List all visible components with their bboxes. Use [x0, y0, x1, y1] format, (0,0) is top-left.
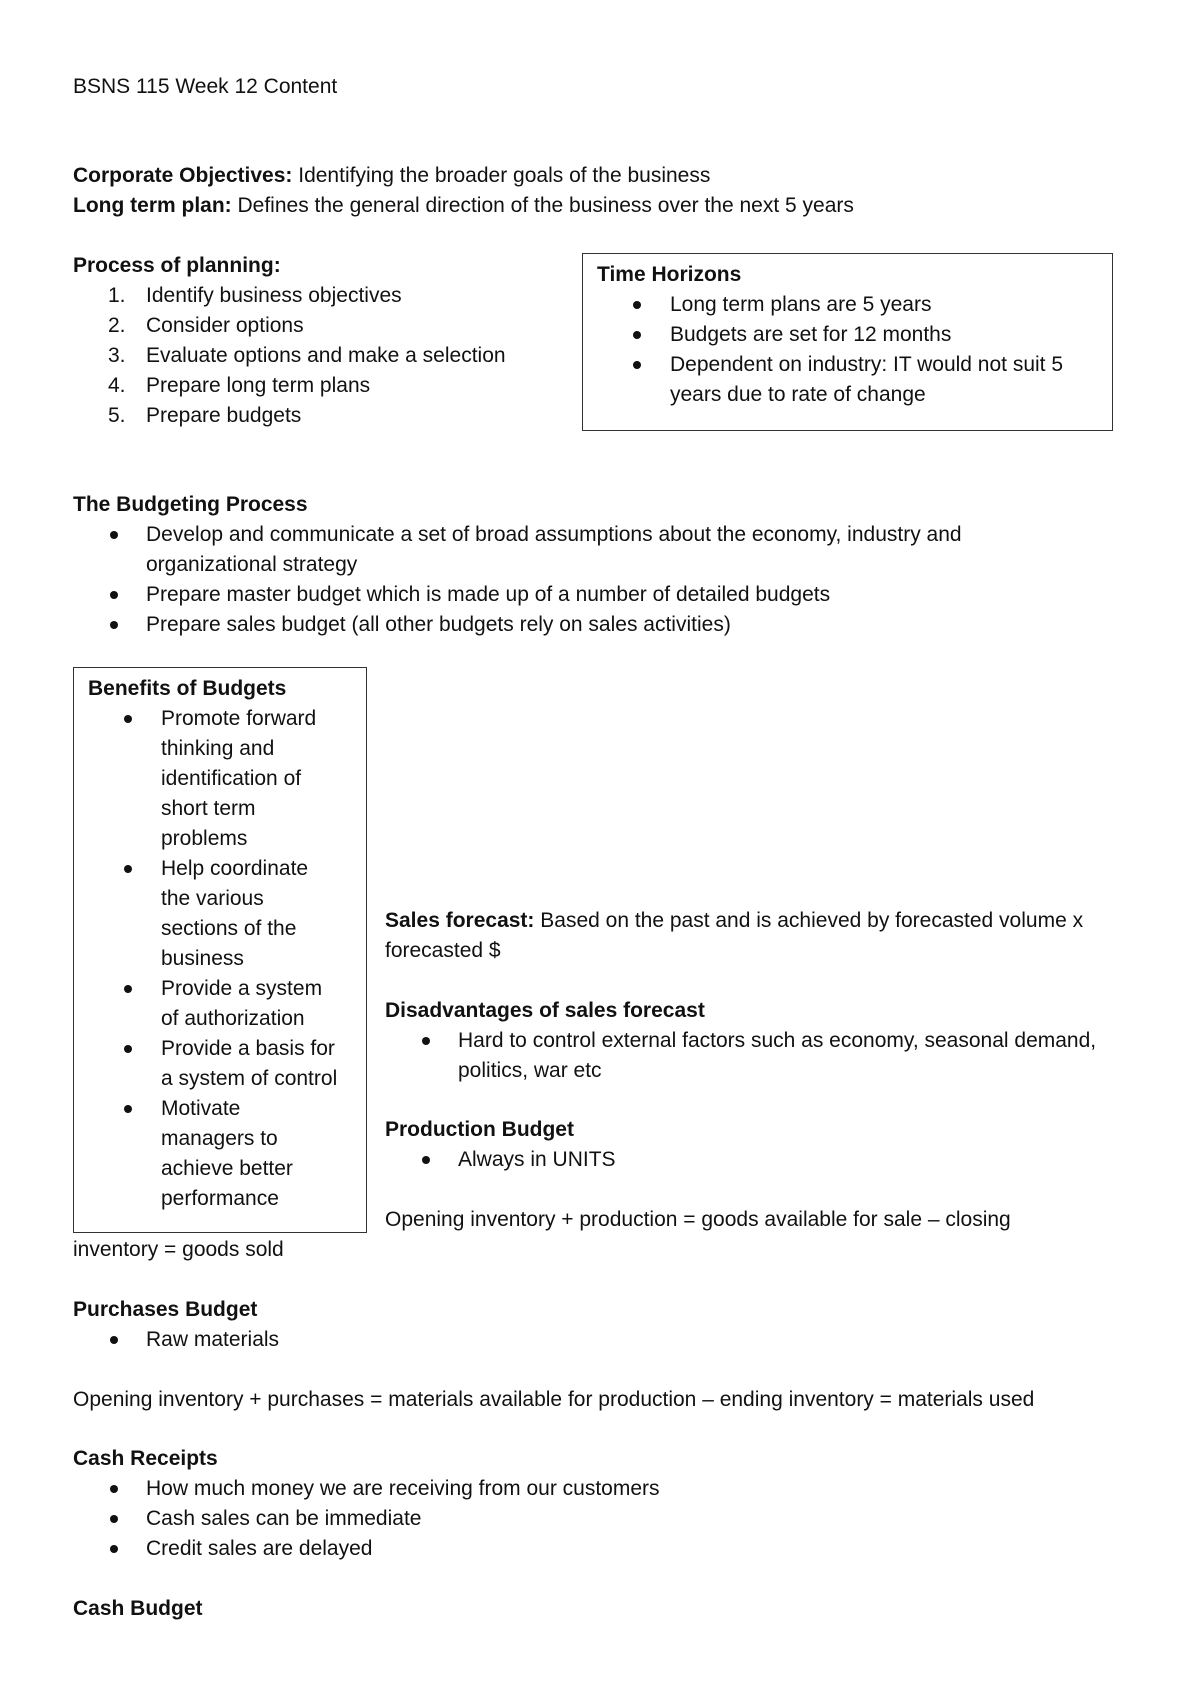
item-text: Prepare long term plans [146, 374, 371, 397]
item-line: achieve better [161, 1157, 293, 1180]
list-item: Cash sales can be immediate [73, 1504, 660, 1534]
list-item [73, 371, 506, 401]
list-item [88, 1034, 366, 1094]
list-item: Prepare master budget which is made up of a number of detailed budgets [73, 580, 962, 610]
process-of-planning-list [73, 281, 506, 431]
list-item: Prepare sales budget (all other budgets rely on sales activities) [73, 610, 962, 640]
definition-corporate-objectives [73, 161, 710, 191]
item-line: managers to [161, 1127, 278, 1150]
list-item: Dependent on industry: IT would not suit 5 [597, 350, 1112, 380]
sales-forecast-definition [385, 906, 1083, 936]
list-item [73, 341, 506, 371]
purchases-budget-heading: Purchases Budget [73, 1298, 258, 1321]
disadvantages-list [385, 1026, 1096, 1086]
list-item: Hard to control external factors such as economy, seasonal demand, [385, 1026, 1096, 1056]
benefits-heading: Benefits of Budgets [88, 677, 287, 700]
definition-long-term-plan [73, 191, 854, 221]
cash-receipts-list [73, 1474, 660, 1564]
definition-text: Identifying the broader goals of the business [292, 164, 711, 187]
list-item [88, 704, 366, 854]
benefits-of-budgets-box [73, 667, 367, 1233]
production-formula-cont: inventory = goods sold [73, 1238, 284, 1261]
purchases-budget-list [73, 1325, 279, 1355]
list-item [88, 854, 366, 974]
item-number: 4. [108, 374, 126, 397]
item-line: performance [161, 1187, 279, 1210]
list-item: Develop and communicate a set of broad assumptions about the economy, industry and [73, 520, 962, 550]
item-line: business [161, 947, 244, 970]
item-text: Identify business objectives [146, 284, 402, 307]
list-item-continuation: years due to rate of change [670, 383, 926, 406]
production-budget-heading: Production Budget [385, 1118, 574, 1141]
budgeting-process-list [73, 520, 962, 640]
list-item [73, 281, 506, 311]
list-item: Raw materials [73, 1325, 279, 1355]
definition-term: Long term plan: [73, 194, 232, 217]
item-line: the various [161, 887, 264, 910]
disadvantages-heading: Disadvantages of sales forecast [385, 999, 705, 1022]
item-line: of authorization [161, 1007, 305, 1030]
list-item [88, 1094, 366, 1214]
list-item-continuation: politics, war etc [458, 1059, 602, 1082]
list-item: Long term plans are 5 years [597, 290, 1112, 320]
list-item: Always in UNITS [385, 1145, 616, 1175]
benefits-list [88, 704, 366, 1214]
item-line: Help coordinate [161, 857, 309, 880]
list-item [88, 974, 366, 1034]
item-line: short term [161, 797, 256, 820]
list-item-continuation: organizational strategy [146, 553, 358, 576]
item-number: 2. [108, 314, 126, 337]
cash-budget-heading: Cash Budget [73, 1597, 203, 1620]
time-horizons-list [597, 290, 1112, 410]
item-line: Provide a system [161, 977, 323, 1000]
item-line: thinking and [161, 737, 275, 760]
item-line: sections of the [161, 917, 297, 940]
budgeting-process-heading: The Budgeting Process [73, 493, 308, 516]
definition-text: Based on the past and is achieved by forecasted volume x [534, 909, 1084, 932]
item-line: identification of [161, 767, 302, 790]
time-horizons-heading: Time Horizons [597, 263, 742, 286]
list-item: How much money we are receiving from our customers [73, 1474, 660, 1504]
page-title: BSNS 115 Week 12 Content [73, 75, 338, 98]
purchases-formula: Opening inventory + purchases = materials available for production – ending inventory = materials used [73, 1388, 1035, 1411]
process-of-planning-heading: Process of planning: [73, 254, 281, 277]
list-item [73, 311, 506, 341]
item-line: Provide a basis for [161, 1037, 335, 1060]
item-text: Evaluate options and make a selection [146, 344, 506, 367]
item-line: problems [161, 827, 248, 850]
time-horizons-box [582, 253, 1113, 431]
list-item: Budgets are set for 12 months [597, 320, 1112, 350]
item-line: Motivate [161, 1097, 241, 1120]
definition-term: Sales forecast: [385, 909, 535, 932]
item-line: a system of control [161, 1067, 338, 1090]
item-number: 1. [108, 284, 126, 307]
sales-forecast-definition-cont: forecasted $ [385, 939, 501, 962]
item-number: 5. [108, 404, 126, 427]
item-text: Consider options [146, 314, 304, 337]
definition-text: Defines the general direction of the business over the next 5 years [231, 194, 854, 217]
item-line: Promote forward [161, 707, 317, 730]
list-item: Credit sales are delayed [73, 1534, 660, 1564]
item-number: 3. [108, 344, 126, 367]
production-budget-list [385, 1145, 616, 1175]
list-item [73, 401, 506, 431]
definition-term: Corporate Objectives: [73, 164, 293, 187]
cash-receipts-heading: Cash Receipts [73, 1447, 218, 1470]
item-text: Prepare budgets [146, 404, 302, 427]
production-formula: Opening inventory + production = goods available for sale – closing [385, 1208, 1011, 1231]
